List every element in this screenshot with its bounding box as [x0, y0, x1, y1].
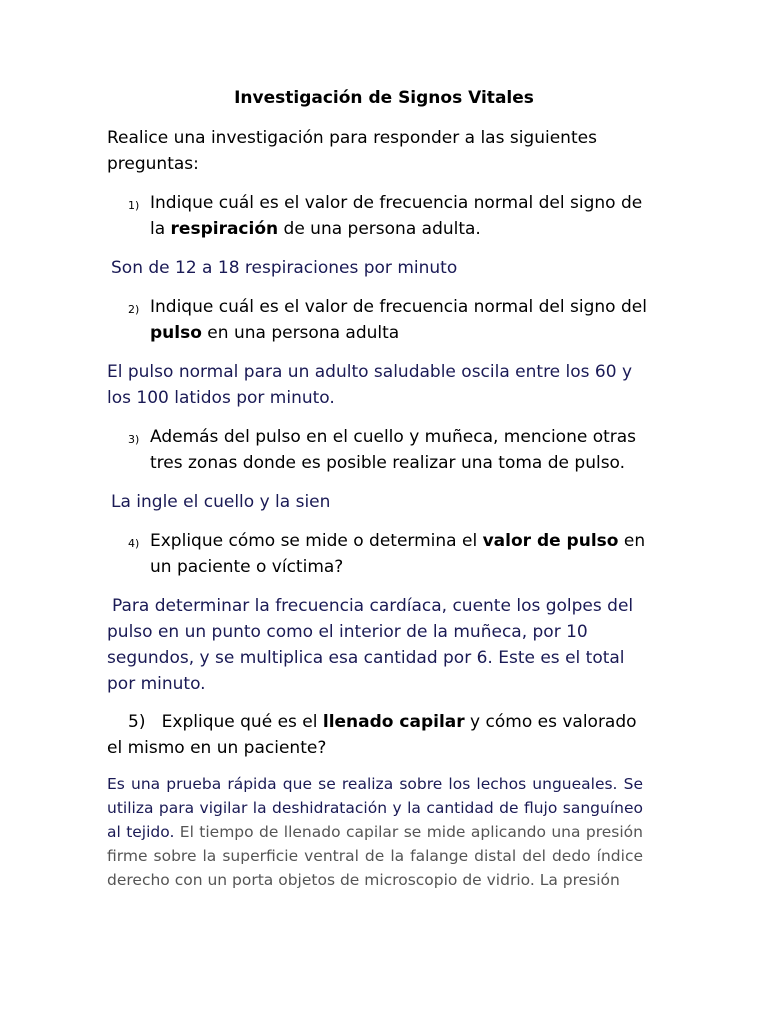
question-2 — [150, 294, 650, 346]
question-2-number: 2) — [128, 303, 140, 316]
question-4-keyword: valor de pulso — [482, 531, 619, 551]
question-4-number: 4) — [128, 537, 140, 550]
question-1-keyword: respiración — [170, 219, 279, 239]
question-2-text: Indique cuál es el valor de frecuencia normal del signo del — [150, 297, 647, 317]
question-1-text-end: de una persona adulta. — [278, 219, 481, 239]
question-4-text-end: en un paciente o víctima? — [150, 531, 646, 577]
question-4 — [150, 528, 650, 580]
question-3: Además del pulso en el cuello y muñeca, mencione otras tres zonas donde es posible realizar una toma de pulso. — [150, 427, 637, 473]
answer-1: Son de 12 a 18 respiraciones por minuto — [111, 258, 458, 278]
question-5-text-end: y cómo es valorado el mismo en un paciente? — [107, 712, 637, 758]
answer-5-part-2: El tiempo de llenado capilar se mide aplicando una presión firme sobre la superficie ventral de la falange distal del dedo índice derecho con un porta objetos de microscopio de vidrio. La presión — [107, 823, 643, 889]
question-3-number: 3) — [128, 433, 140, 446]
question-1-text: Indique cuál es el valor de frecuencia normal del signo de la — [150, 193, 643, 239]
document-title: Investigación de Signos Vitales — [234, 88, 534, 108]
answer-2: El pulso normal para un adulto saludable oscila entre los 60 y los 100 latidos por minuto. — [107, 362, 633, 408]
answer-3: La ingle el cuello y la sien — [111, 492, 331, 512]
question-1-number: 1) — [128, 199, 140, 212]
question-2-keyword: pulso — [150, 323, 202, 343]
answer-5 — [107, 772, 643, 892]
intro-paragraph: Realice una investigación para responder a las siguientes preguntas: — [107, 128, 597, 174]
question-1 — [150, 190, 650, 242]
question-5-number: 5) — [128, 712, 146, 732]
question-5-keyword: llenado capilar — [322, 712, 465, 732]
question-4-text: Explique cómo se mide o determina el — [150, 531, 483, 551]
answer-4: Para determinar la frecuencia cardíaca, cuente los golpes del pulso en un punto como el interior de la muñeca, por 10 segundos, y se multiplica esa cantidad por 6. Este es el total por minuto. — [107, 596, 634, 694]
answer-5-part-1: Es una prueba rápida que se realiza sobre los lechos ungueales. Se utiliza para vigilar la deshidratación y la cantidad de flujo sanguíneo al tejido. — [107, 775, 643, 841]
question-5-text: Explique qué es el — [161, 712, 323, 732]
question-5 — [107, 709, 647, 761]
question-2-text-end: en una persona adulta — [201, 323, 400, 343]
